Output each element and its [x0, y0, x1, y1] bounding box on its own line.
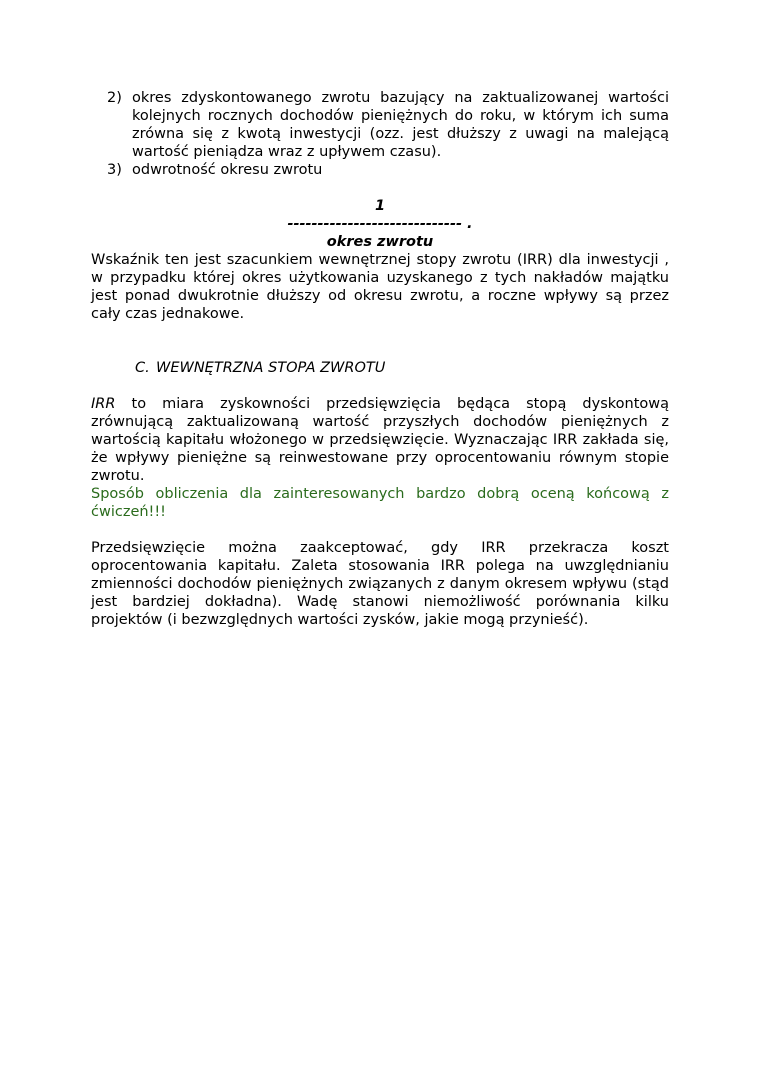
green-note: Sposób obliczenia dla zainteresowanych bardzo dobrą oceną końcową z ćwiczeń!!! [91, 486, 669, 520]
list-item-text: okres zdyskontowanego zwrotu bazujący na zaktualizowanej wartości kolejnych rocznych dochodów pieniężnych do roku, w którym ich suma zrówna się z kwotą inwestycji (ozz. jest dłuższy z uwagi na malejącą wartość pieniądza wraz z upływem czasu). [132, 90, 669, 160]
list-item [91, 89, 669, 161]
section-letter: C. [135, 360, 150, 376]
formula [91, 197, 669, 251]
irr-definition-text: to miara zyskowności przedsięwzięcia będąca stopą dyskontową zrównującą zaktualizowaną wartość przyszłych dochodów pieniężnych z wartością kapitału włożonego w przedsięwzięcie. Wyznaczając IRR zakłada się, że wpływy pieniężne są reinwestowane przy oprocentowaniu równym stopie zwrotu. [91, 396, 669, 484]
paragraph-acceptance: Przedsięwzięcie można zaakceptować, gdy IRR przekracza koszt oprocentowania kapitału. Zaleta stosowania IRR polega na uwzględnianiu zmienności dochodów pieniężnych związanych z danym okresem wpływu (stąd jest bardziej dokładna). Wadę stanowi niemożliwość porównania kilku projektów (i bezwzględnych wartości zysków, jakie mogą przynieść). [91, 540, 669, 628]
list-item-text: odwrotność okresu zwrotu [132, 162, 323, 178]
irr-term: IRR [91, 396, 116, 412]
paragraph-irr-definition [91, 395, 669, 485]
formula-fraction-line: ----------------------------- . [287, 216, 473, 232]
list-item-number: 3) [107, 162, 122, 178]
section-title: WEWNĘTRZNA STOPA ZWROTU [156, 360, 386, 376]
list-item [91, 161, 669, 179]
numbered-list [91, 89, 669, 179]
formula-denominator: okres zwrotu [326, 234, 434, 250]
formula-numerator: 1 [374, 198, 386, 214]
section-heading [91, 359, 669, 377]
document-content [91, 89, 669, 629]
paragraph-irr-estimate: Wskaźnik ten jest szacunkiem wewnętrznej stopy zwrotu (IRR) dla inwestycji , w przypadku której okres użytkowania uzyskanego z tych nakładów majątku jest ponad dwukrotnie dłuższy od okresu zwrotu, a roczne wpływy są przez cały czas jednakowe. [91, 252, 669, 322]
list-item-number: 2) [107, 90, 122, 106]
